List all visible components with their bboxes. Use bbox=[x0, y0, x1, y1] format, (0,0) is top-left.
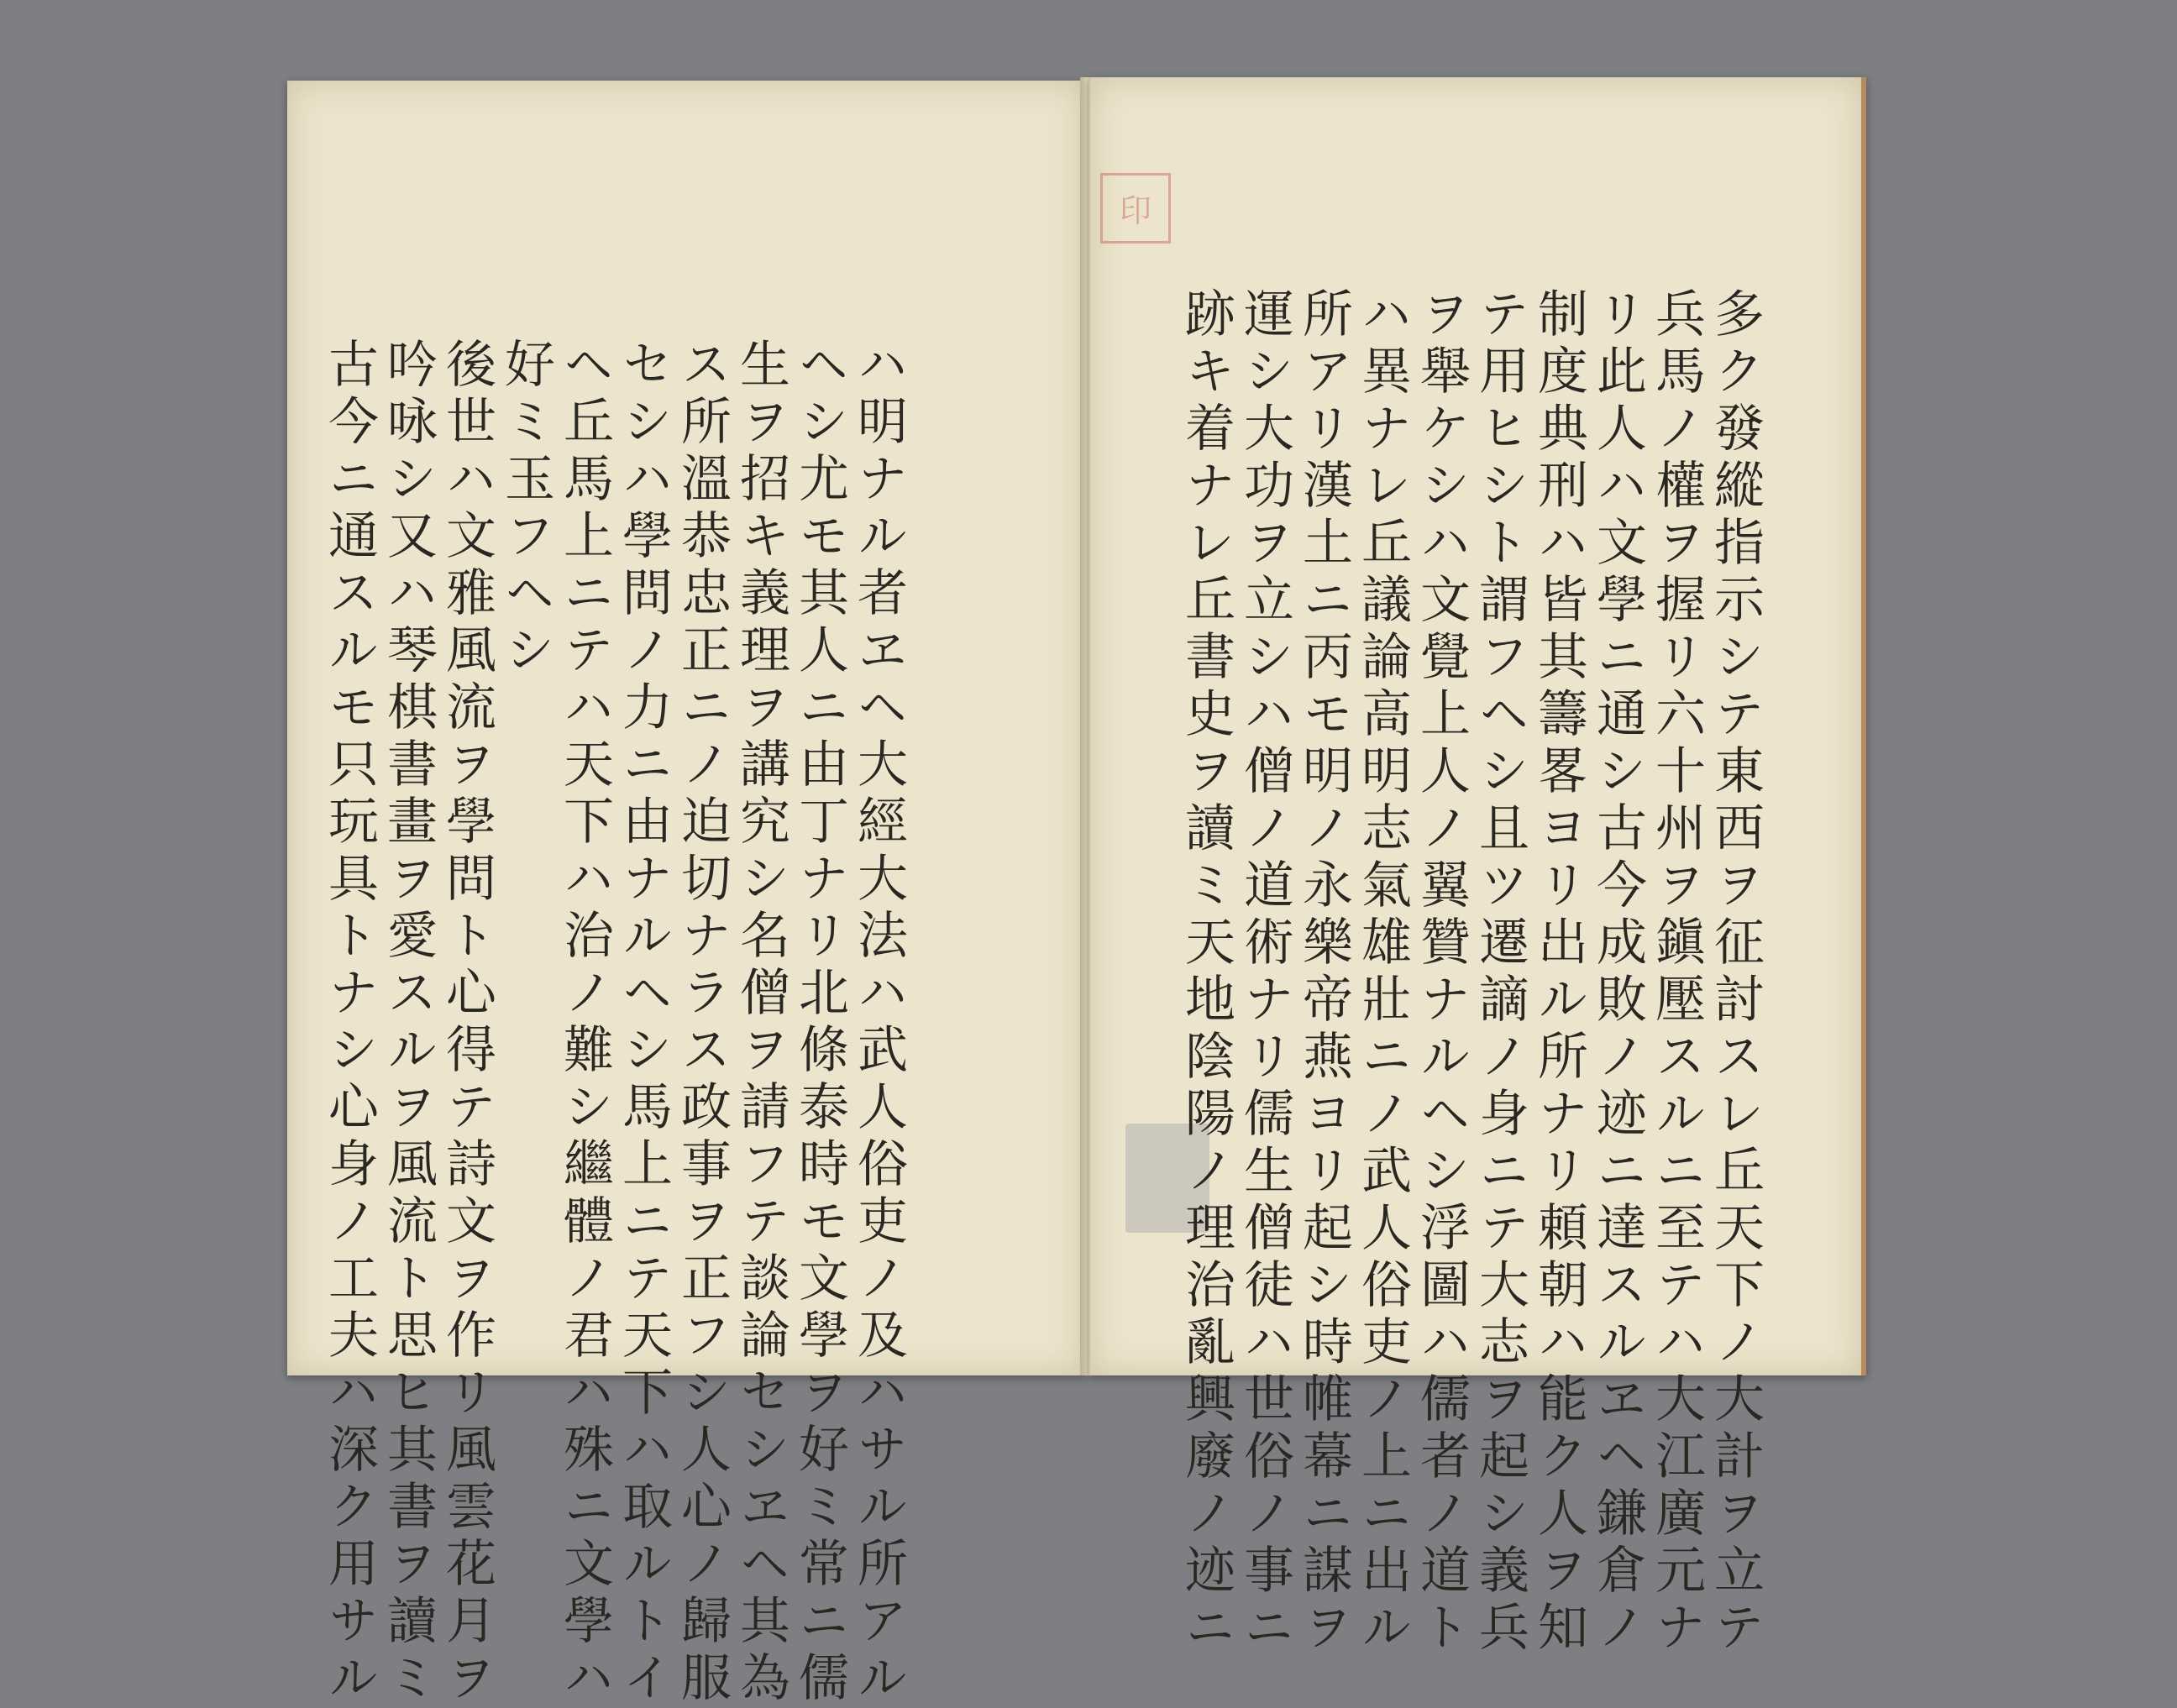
left-column-4: 好ミ玉フヘシ bbox=[496, 338, 555, 680]
left-column-9: ヘシ尤モ其人ニ由丁ナリ北條泰時モ文學ヲ好ミ常ニ儒 bbox=[790, 338, 849, 1708]
left-column-5: ヘ丘馬上ニテハ天下ハ治ノ難シ繼體ノ君ハ殊ニ文學ハ bbox=[555, 338, 614, 1708]
left-column-3: 後世ハ文雅風流ヲ學問ト心得テ詩文ヲ作リ風雲花月ヲ bbox=[438, 338, 496, 1708]
right-column-6: テ用ヒシト謂フヘシ且ツ遷謫ノ身ニテ大志ヲ起シ義兵 bbox=[1471, 287, 1529, 1658]
left-column-6: セシハ學問ノ力ニ由ナルヘシ馬上ニテ天下ハ取ルトイ bbox=[614, 338, 673, 1708]
right-column-3: 所アリ漢土ニ丙モ明ノ永樂帝燕ヨリ起シ時帷幕ニ謀ヲ bbox=[1294, 287, 1353, 1658]
right-column-2: 運シ大功ヲ立シハ僧ノ道術ナリ儒生僧徒ハ世俗ノ事ニ bbox=[1235, 287, 1294, 1658]
right-column-5: ヲ舉ケシハ文覺上人ノ翼贊ナルヘシ浮圖ハ儒者ノ道ト bbox=[1412, 287, 1471, 1658]
right-column-4: ハ異ナレ丘議論高明志氣雄壯ニノ武人俗吏ノ上ニ出ル bbox=[1353, 287, 1412, 1658]
right-column-8: リ此人ハ文學ニ通シ古今成敗ノ迹ニ達スルヱヘ鎌倉ノ bbox=[1588, 287, 1647, 1658]
right-column-7: 制度典刑ハ皆其籌畧ヨリ出ル所ナリ頼朝ハ能ク人ヲ知 bbox=[1529, 287, 1588, 1658]
left-column-2: 吟咏シ又ハ琴棋書畫ヲ愛スルヲ風流ト思ヒ其書ヲ讀ミ bbox=[379, 338, 438, 1708]
left-column-8: 生ヲ招キ義理ヲ講究シ名僧ヲ請フテ談論セシヱヘ其為 bbox=[732, 338, 790, 1708]
right-column-10: 多ク發縱指示シテ東西ヲ征討スレ丘天下ノ大計ヲ立テ bbox=[1706, 287, 1765, 1658]
left-column-7: ス所溫恭忠正ニノ迫切ナラス政事ヲ正フシ人心ノ歸服 bbox=[673, 338, 732, 1708]
right-column-9: 兵馬ノ權ヲ握リ六十州ヲ鎭壓スルニ至テハ大江廣元ナ bbox=[1647, 287, 1706, 1658]
right-column-1: 跡キ着ナレ丘書史ヲ讀ミ天地陰陽ノ理治亂興廢ノ迹ニ bbox=[1177, 287, 1235, 1658]
left-column-10: ハ明ナル者ヱヘ大經大法ハ武人俗吏ノ及ハサル所アル bbox=[849, 338, 908, 1708]
red-seal-stamp: 印 bbox=[1100, 173, 1171, 244]
left-column-1: 古今ニ通スルモ只玩具トナシ心身ノ工夫ハ深ク用サル bbox=[320, 338, 379, 1708]
